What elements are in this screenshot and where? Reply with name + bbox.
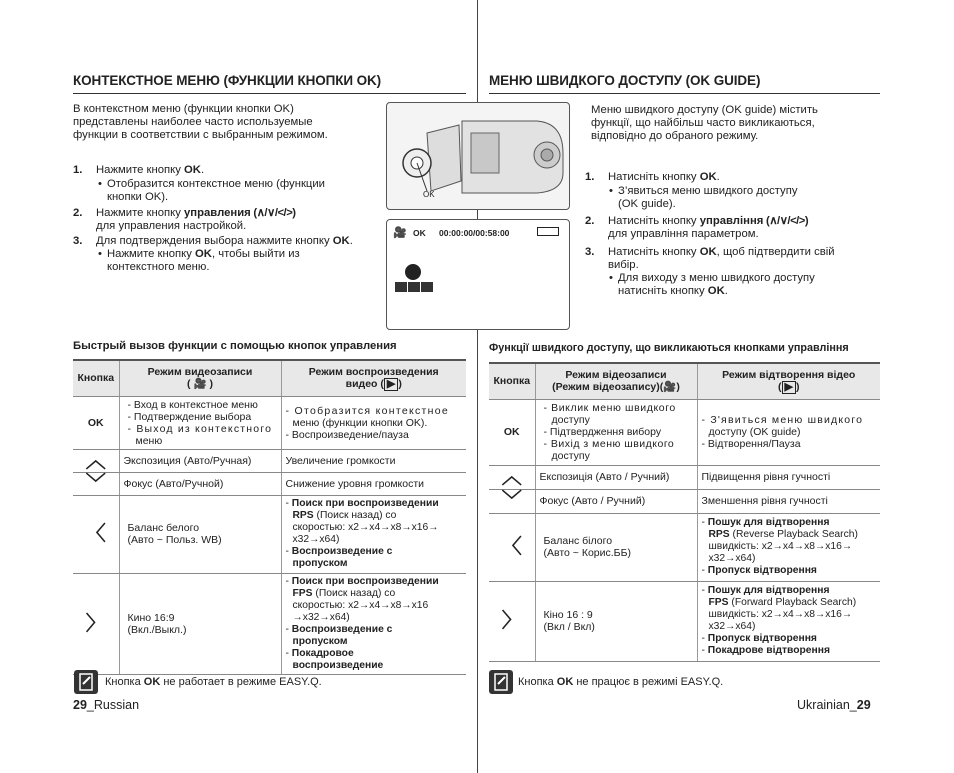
page-language: _Russian (86, 698, 140, 712)
ok-rec-cell (119, 396, 281, 449)
video-camera-icon: ( 🎥 ) (187, 378, 213, 391)
right-arrow-icon: 〉 (85, 612, 106, 635)
left-table-title: Быстрый вызов функции с помощью кнопок управления (73, 340, 397, 352)
cell-line: Кино 16:9 (127, 611, 175, 624)
cell-bold: пропуском (292, 635, 348, 647)
right-intro-line: функції, що найбільш часто викликаються, (591, 117, 815, 129)
table-row (489, 489, 880, 513)
down-arrow-icon: ﹀ (501, 490, 522, 512)
up-rec-cell: Експозиція (Авто / Ручний) (535, 465, 697, 489)
note-text: не работает в режиме EASY.Q. (160, 676, 322, 688)
up-key-cell (489, 465, 535, 489)
bullet-text: натисніть кнопку (618, 285, 708, 297)
bullet-line: (OK guide). (618, 198, 676, 210)
step-text: Нажмите кнопку (96, 207, 184, 219)
page-number: 29 (73, 698, 87, 712)
th-play-text3: ) (795, 380, 800, 393)
camera-mode-icon: 🎥 (393, 227, 407, 239)
left-step-3 (73, 235, 383, 248)
step-number: 2. (73, 207, 83, 219)
bullet-text: . (724, 285, 728, 297)
step-number: 3. (73, 235, 83, 247)
cell-line: - Підтвердження вибору (543, 426, 662, 438)
step-bold: OK (699, 246, 717, 258)
right-table-title: Функції швидкого доступу, що викликаються кнопками управління (489, 342, 849, 354)
ok-play-cell (281, 396, 466, 449)
ok-key-cell: OK (489, 399, 535, 465)
step-bold: OK (699, 171, 717, 183)
page-language: Ukrainian_ (797, 698, 857, 712)
cell-bold: Пошук для відтворення (707, 517, 830, 528)
cell-text: x32→x64) (708, 553, 756, 564)
th-play-text: Режим воспроизведения (308, 365, 439, 378)
note-icon (489, 670, 513, 694)
cell-bold: Пропуск відтворення (707, 565, 817, 576)
step-bold: OK (332, 235, 350, 247)
control-arrows: (∧/∨/</>) (763, 215, 809, 227)
up-arrow-icon: ︿ (85, 449, 106, 472)
bullet-line: • Отобразится контекстное меню (функции (107, 178, 325, 190)
cell-bold: FPS (292, 587, 313, 599)
step-number: 1. (73, 164, 83, 176)
left-key-cell (73, 495, 119, 573)
left-step-1 (73, 164, 373, 177)
step-text: Натисніть кнопку (608, 171, 700, 183)
up-key-cell (73, 449, 119, 472)
left-play-cell: - Поиск при воспроизведении RPS (Поиск назад) со скоростью: x2→x4→x8→x16→ x32→x64) - Воспроизведение с пропуском (281, 495, 466, 573)
right-step-1-bullet (618, 185, 797, 211)
right-rec-cell (535, 581, 697, 661)
note-bold: OK (556, 676, 574, 688)
lcd-screen-illustration (386, 219, 570, 330)
right-intro-line: Меню швидкого доступу (OK guide) містить (591, 104, 818, 116)
cell-line: Баланс білого (543, 535, 613, 547)
th-play-mode (281, 360, 466, 396)
step-text-line2: для управления настройкой. (96, 220, 247, 232)
cell-line: меню (135, 434, 163, 447)
step-bold: OK (183, 164, 201, 176)
cell-line: Кіно 16 : 9 (543, 609, 593, 621)
cell-bold: RPS (292, 510, 314, 521)
cell-text: скоростью: x2→x4→x8→x16→ (292, 522, 439, 533)
table-header-row (73, 360, 466, 396)
ok-key-cell: OK (73, 396, 119, 449)
note-bold: OK (143, 676, 161, 688)
cell-line: - Вход в контекстное меню (127, 398, 258, 411)
right-rec-cell (119, 573, 281, 674)
control-arrows: (∧/∨/</>) (250, 207, 296, 219)
bullet-bold: OK (707, 285, 725, 297)
camcorder-drawing (387, 103, 570, 210)
left-intro-line: В контекстном меню (функции кнопки OK) (73, 103, 294, 115)
cell-line: меню (функции кнопки OK). (292, 416, 428, 429)
th-play-mode (697, 363, 880, 399)
down-arrow-icon: ﹀ (85, 472, 106, 495)
cell-line: - Вихід з меню швидкого (543, 438, 675, 450)
th-button: Кнопка (489, 363, 535, 399)
cell-line: - Подтверждение выбора (127, 410, 252, 423)
right-play-cell: - Поиск при воспроизведении FPS (Поиск назад) со скоростью: x2→x4→x8→x16 →x32→x64) - Воспроизведение с пропуском - Покадровое воспроизведение (281, 573, 466, 674)
th-record-text: Режим видеозаписи (147, 366, 253, 379)
down-play-cell: Зменшення рівня гучності (697, 489, 880, 513)
th-record-mode (119, 360, 281, 396)
step-text: Для подтверждения выбора нажмите кнопку (96, 235, 333, 247)
table-row (73, 396, 466, 449)
osd-ok-label: OK (413, 228, 426, 238)
cell-line: - Отобразится контекстное (285, 404, 450, 417)
cell-text: (Forward Playback Search) (728, 597, 857, 608)
left-intro-line: функции в соответствии с выбранным режимом. (73, 129, 328, 141)
th-play-text: Режим відтворення відео (722, 368, 856, 381)
right-step-3-bullet (618, 272, 815, 298)
cell-line: доступу (551, 450, 590, 462)
left-intro-line: представлены наиболее часто используемые (73, 116, 313, 128)
cell-bold: Поиск при воспроизведении (291, 575, 439, 587)
th-play-text2: ( (778, 380, 782, 393)
left-section-title: КОНТЕКСТНОЕ МЕНЮ (ФУНКЦИИ КНОПКИ OK) (73, 73, 382, 88)
step-text-line2: для управління параметром. (608, 228, 759, 240)
right-step-3 (585, 246, 880, 272)
cell-bold: Покадрове відтворення (707, 645, 830, 656)
ok-guide-left-icon (395, 282, 407, 292)
th-play-text2: видео ( (345, 377, 384, 390)
cell-line: (Вкл / Вкл) (543, 621, 595, 633)
right-key-cell (73, 573, 119, 674)
right-step-1 (585, 171, 875, 184)
cell-text: x32→x64) (708, 621, 756, 632)
right-section-title: МЕНЮ ШВИДКОГО ДОСТУПУ (OK GUIDE) (489, 73, 761, 88)
left-arrow-icon: 〈 (85, 523, 106, 545)
cell-line: (Авто ~ Корис.ББ) (543, 547, 631, 559)
page-number: 29 (856, 698, 871, 712)
up-arrow-icon: ︿ (501, 466, 522, 488)
bullet-line: кнопки OK). (107, 191, 169, 203)
right-step-2 (585, 215, 880, 241)
down-rec-cell: Фокус (Авто/Ручной) (119, 472, 281, 495)
cell-line: доступу (551, 414, 590, 426)
note-text: не працює в режимі EASY.Q. (573, 676, 724, 688)
right-title-rule (489, 93, 880, 94)
cell-line: (Авто ~ Польз. WB) (127, 534, 222, 546)
left-rec-cell (535, 513, 697, 581)
cell-text: (Поиск назад) со (312, 587, 396, 599)
cell-line: - Відтворення/Пауза (701, 438, 801, 450)
left-controls-table (73, 359, 466, 675)
play-icon: ▶ (782, 381, 796, 394)
cell-text: x32→x64) (292, 534, 340, 545)
left-arrow-icon: 〈 (501, 536, 522, 558)
th-button: Кнопка (73, 360, 119, 396)
cell-line: (Вкл./Выкл.) (127, 623, 187, 636)
camcorder-illustration (386, 102, 570, 210)
ok-rec-cell (535, 399, 697, 465)
table-header-row (489, 363, 880, 399)
ok-guide-center-icon (408, 282, 420, 292)
table-row (73, 472, 466, 495)
step-text: Натисніть кнопку (608, 215, 700, 227)
down-play-cell: Снижение уровня громкости (281, 472, 466, 495)
th-record-mode (535, 363, 697, 399)
step-bold: управління (699, 215, 764, 227)
cell-bold: пропуском (292, 558, 348, 569)
bullet-line: контекстного меню. (107, 261, 210, 273)
left-key-cell (489, 513, 535, 581)
play-icon: ▶ (384, 378, 398, 391)
right-play-cell: - Пошук для відтворення FPS (Forward Playback Search) швидкість: x2→x4→x8→x16→ x32→x64) - Пропуск відтворення - Покадрове відтворення (697, 581, 880, 661)
step-number: 1. (585, 171, 595, 183)
step-text-end: . (349, 235, 353, 247)
cell-bold: Пошук для відтворення (707, 585, 830, 596)
cell-text: швидкість: x2→x4→x8→x16→ (708, 541, 853, 552)
left-intro (73, 103, 328, 142)
right-arrow-icon: 〉 (501, 610, 522, 632)
th-record-text2: (Режим відеозапису)( (552, 381, 664, 394)
osd-time: 00:00:00/00:58:00 (439, 228, 510, 238)
cell-bold: Поиск при воспроизведении (291, 498, 439, 509)
left-step-2 (73, 207, 373, 233)
left-title-rule (73, 93, 466, 94)
cell-text: скоростью: x2→x4→x8→x16 (292, 599, 429, 611)
ok-button-label: OK (423, 190, 435, 199)
step-text-end: . (716, 171, 720, 183)
step-bold: управления (183, 207, 251, 219)
bullet-text: , чтобы выйти из (211, 248, 300, 260)
cell-bold: FPS (708, 597, 729, 608)
cell-text: (Reverse Playback Search) (729, 529, 858, 540)
cell-line: - З'явиться меню швидкого (701, 414, 864, 426)
bullet-line: • Для виходу з меню швидкого доступу (618, 272, 815, 284)
th-record-text3: ) (676, 381, 680, 394)
step-number: 3. (585, 246, 595, 258)
table-row (73, 449, 466, 472)
bullet-text: Нажмите кнопку (107, 248, 195, 260)
right-key-cell (489, 581, 535, 661)
cell-line: - Воспроизведение/пауза (285, 428, 409, 441)
table-row (489, 399, 880, 465)
down-rec-cell: Фокус (Авто / Ручний) (535, 489, 697, 513)
table-row (489, 513, 880, 581)
cell-text: (Поиск назад) со (313, 510, 397, 521)
right-intro-line: відповідно до обраного режиму. (591, 130, 759, 142)
right-note (518, 676, 723, 688)
cell-bold: Покадровое (291, 647, 354, 659)
cell-bold: Пропуск відтворення (707, 633, 817, 644)
left-step-1-bullet (107, 178, 325, 204)
ok-guide-right-icon (421, 282, 433, 292)
cell-bold: Воспроизведение с (291, 623, 393, 635)
table-row (73, 573, 466, 674)
right-controls-table (489, 362, 880, 662)
video-camera-icon: 🎥 (663, 381, 677, 394)
cell-line: - Виклик меню швидкого (543, 402, 676, 414)
step-text-line2: вибір. (608, 259, 639, 271)
ok-play-cell (697, 399, 880, 465)
note-text: Кнопка (518, 676, 557, 688)
left-step-3-bullet (107, 248, 300, 274)
cell-line: - Выход из контекстного (127, 422, 273, 435)
cell-line: Баланс белого (127, 522, 200, 534)
down-key-cell (489, 489, 535, 513)
up-rec-cell: Экспозиция (Авто/Ручная) (119, 449, 281, 472)
cell-bold: RPS (708, 529, 730, 540)
cell-text: →x32→x64) (292, 611, 350, 623)
bullet-line: • З’явиться меню швидкого доступу (618, 185, 798, 197)
left-note (105, 676, 322, 688)
note-text: Кнопка (105, 676, 144, 688)
up-play-cell: Увеличение громкости (281, 449, 466, 472)
battery-icon (537, 227, 559, 236)
left-play-cell: - Пошук для відтворення RPS (Reverse Playback Search) швидкість: x2→x4→x8→x16→ x32→x64) - Пропуск відтворення (697, 513, 880, 581)
step-text-end: , щоб підтвердити свій (716, 246, 835, 258)
note-icon (74, 670, 98, 694)
left-footer (73, 698, 139, 712)
cell-bold: Воспроизведение с (291, 546, 393, 557)
cell-line: доступу (OK guide) (708, 426, 801, 438)
right-intro (591, 104, 818, 143)
bullet-bold: OK (194, 248, 212, 260)
step-text: Натисніть кнопку (608, 246, 700, 258)
ok-guide-up-icon (405, 264, 421, 280)
th-play-text3: ) (398, 377, 402, 390)
step-number: 2. (585, 215, 595, 227)
cell-text: швидкість: x2→x4→x8→x16→ (708, 609, 853, 620)
th-record-text: Режим відеозаписи (565, 369, 667, 382)
table-row (489, 581, 880, 661)
table-row (73, 495, 466, 573)
right-footer (797, 698, 871, 712)
left-rec-cell (119, 495, 281, 573)
table-row (489, 465, 880, 489)
up-play-cell: Підвищення рівня гучності (697, 465, 880, 489)
step-text-end: . (200, 164, 205, 176)
cell-bold: воспроизведение (292, 659, 384, 671)
down-key-cell (73, 472, 119, 495)
step-text: Нажмите кнопку (96, 164, 184, 176)
